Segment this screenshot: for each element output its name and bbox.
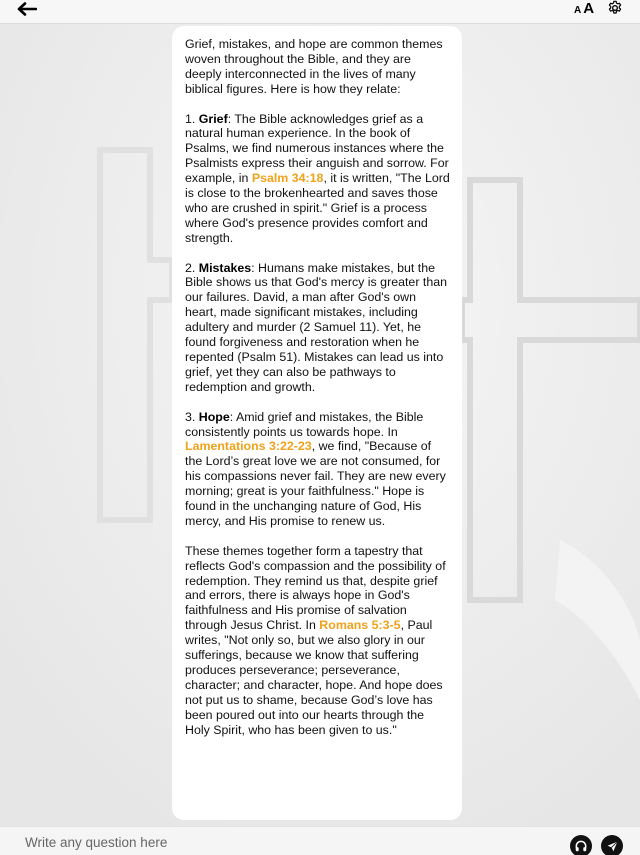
- romans-5-3-5-link[interactable]: Romans 5:3-5: [319, 618, 401, 633]
- headphones-icon: [574, 839, 588, 853]
- settings-button[interactable]: [606, 0, 624, 16]
- answer-message-card: [172, 26, 462, 820]
- mistakes-number: 2.: [185, 260, 199, 275]
- font-size-large-label: A: [583, 0, 595, 17]
- grief-paragraph: [185, 112, 450, 246]
- mistakes-paragraph: [185, 261, 450, 395]
- hope-paragraph: [185, 410, 450, 529]
- conclusion-text-start: These themes together form a tapestry that reflects God's compassion and the possibility of redemption. They remind us that, despite grief and errors, there is always hope in God's faithfulness and His promise of salvation through Jesus Christ. In: [185, 543, 446, 633]
- font-size-button[interactable]: [574, 0, 594, 16]
- hope-heading: Hope: [198, 409, 230, 424]
- intro-paragraph: Grief, mistakes, and hope are common themes woven throughout the Bible, and they are deeply interconnected in the lives of many biblical figures. Here is how they relate:: [185, 37, 443, 96]
- hope-text-start: : Amid grief and mistakes, the Bible consistently points us towards hope. In: [185, 409, 424, 439]
- font-size-small-label: A: [574, 5, 582, 16]
- voice-button[interactable]: [570, 835, 592, 855]
- mistakes-heading: Mistakes: [198, 260, 252, 275]
- grief-number: 1.: [185, 111, 199, 126]
- grief-text-end: , it is written, "The Lord is close to the brokenhearted and saves those who are crushed in spirit." Grief is a process where God's presence provides comfort and strength.: [185, 171, 450, 245]
- conclusion-text-end: , Paul writes, "Not only so, but we also glory in our sufferings, because we know that suffering produces perseverance; perseverance, character; and character, hope. And hope does not put us to shame, because God’s love has been poured out into our hearts through the Holy Spirit, who has been given to us.": [185, 618, 443, 737]
- grief-text-start: : The Bible acknowledges grief as a natural human experience. In the book of Psalms, we find numerous instances where the Psalmists express their anguish and sorrow. For example, in: [185, 111, 449, 186]
- question-input[interactable]: [18, 831, 538, 853]
- send-icon: [606, 840, 619, 853]
- top-bar: [0, 0, 640, 24]
- lamentations-3-22-23-link[interactable]: Lamentations 3:22-23: [185, 439, 312, 454]
- mistakes-text: : Humans make mistakes, but the Bible shows us that God's mercy is greater than our failures. David, a man after God's own heart, made significant mistakes, including adultery and murder (2 Samuel 11). Yet, he found forgiveness and restoration when he repented (Psalm 51). Mistakes can lead us into grief, yet they can also be pathways to redemption and growth.: [185, 260, 448, 394]
- question-input-bar: [0, 826, 640, 855]
- hope-number: 3.: [185, 409, 199, 424]
- conclusion-paragraph: [185, 544, 450, 738]
- grief-heading: Grief: [198, 111, 228, 126]
- hope-text-end: , we find, "Because of the Lord’s great love we are not consumed, for his compassions never fail. They are new every morning; great is your faithfulness." Hope is found in the unchanging nature of God, His mercy, and His promise to renew us.: [185, 439, 446, 528]
- psalm-34-18-link[interactable]: Psalm 34:18: [251, 171, 324, 186]
- arrow-left-icon: [17, 2, 37, 16]
- back-button[interactable]: [14, 0, 40, 18]
- send-button[interactable]: [601, 835, 623, 855]
- gear-icon: [607, 0, 623, 16]
